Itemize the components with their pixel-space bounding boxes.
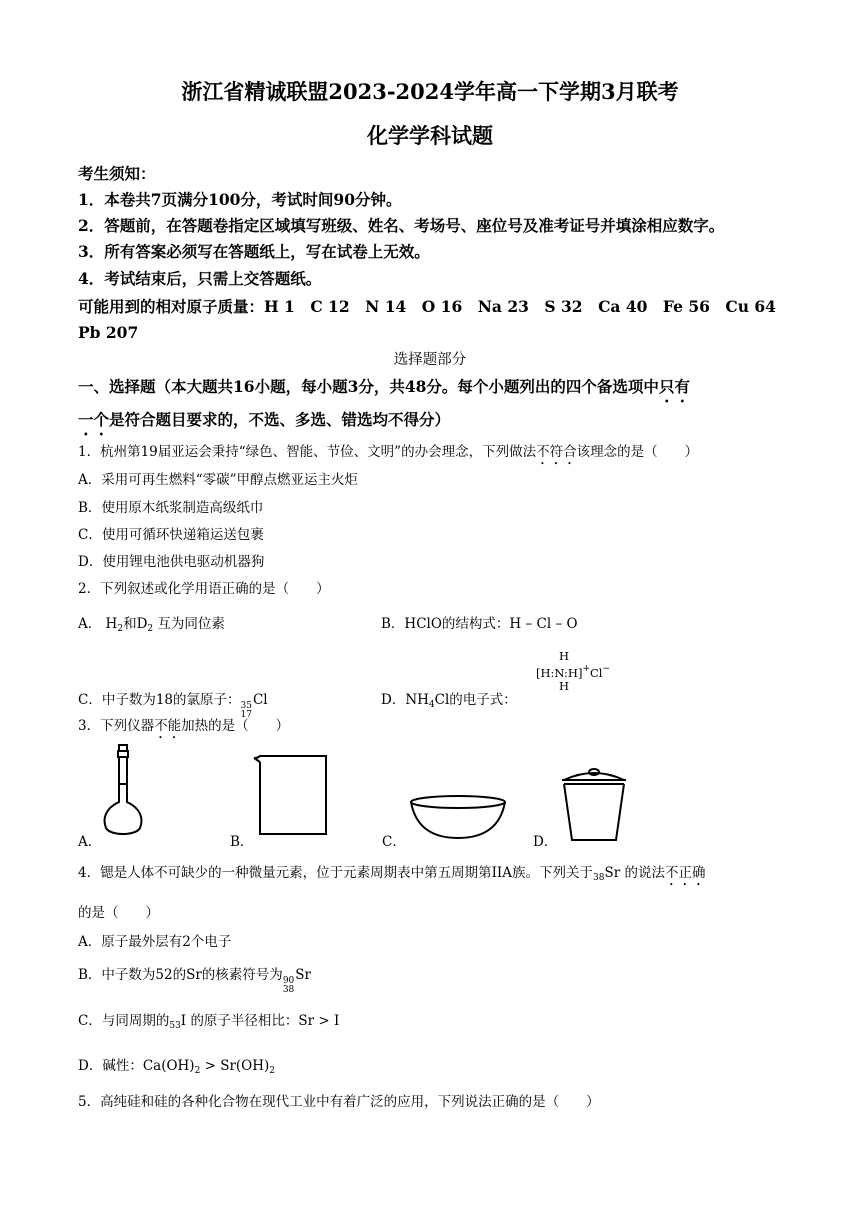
- question-5-stem: 5．高纯硅和硅的各种化合物在现代工业中有着广泛的应用，下列说法正确的是（ ）: [78, 1094, 600, 1110]
- beaker-icon: [252, 754, 334, 836]
- question-4-option-c: C．与同周期的$_{53}$I 的原子半径相比：Sr > I: [78, 1013, 340, 1031]
- question-3-label-b: B．: [230, 834, 254, 850]
- question-4-option-b: B．中子数为52的Sr的核素符号为 90 38 Sr: [78, 967, 311, 995]
- question-2-option-d: D．$NH_4Cl$的电子式：: [381, 692, 517, 710]
- electron-dot-formula: H [H:N:H]+Cl− H: [536, 649, 611, 693]
- question-3-stem: 3．下列仪器不能加热的是（ ）: [78, 718, 290, 734]
- notice-item: 2．答题前，在答题卷指定区域填写班级、姓名、考场号、座位号及准考证号并填涂相应数字。: [78, 216, 725, 235]
- question-1-option-c: C．使用可循环快递箱运送包裹: [78, 527, 264, 543]
- question-4-option-a: A．原子最外层有2个电子: [78, 934, 232, 950]
- question-2-option-a: A． $H_2$和$D_2$ 互为同位素: [78, 616, 225, 634]
- question-3-label-d: D．: [533, 834, 558, 850]
- question-4-stem: 4．锶是人体不可缺少的一种微量元素，位于元素周期表中第五周期第IIA族。下列关于$_{38}$Sr 的说法不正确: [78, 865, 706, 883]
- question-1-option-a: A．采用可再生燃料“零碳”甲醇点燃亚运主火炬: [78, 472, 359, 488]
- question-1-option-b: B．使用原木纸浆制造高级纸巾: [78, 500, 264, 516]
- question-3-label-c: C．: [382, 834, 406, 850]
- exam-title: 浙江省精诚联盟2023-2024学年高一下学期3月联考: [181, 79, 679, 104]
- question-2-stem: 2．下列叙述或化学用语正确的是（ ）: [78, 581, 330, 597]
- question-3-label-a: A．: [78, 834, 102, 850]
- notice-item: 3．所有答案必须写在答题纸上，写在试卷上无效。: [78, 242, 430, 261]
- crucible-icon: [558, 764, 630, 844]
- section-heading-cont: 一个是符合题目要求的，不选、多选、错选均不得分）: [78, 410, 451, 429]
- question-1-option-d: D．使用锂电池供电驱动机器狗: [78, 554, 265, 570]
- question-4-option-d: D．碱性：$Ca(OH)_2 > Sr(OH)_2$: [78, 1058, 276, 1076]
- question-1-stem: 1．杭州第19届亚运会秉持“绿色、智能、节俭、文明”的办会理念，下列做法不符合该理念的是（ ）: [78, 444, 699, 460]
- question-4-stem-cont: 的是（ ）: [78, 905, 159, 921]
- atomic-mass-line-cont: Pb 207: [78, 323, 139, 342]
- section-title: 选择题部分: [393, 352, 467, 368]
- question-2-option-c: C．中子数为18的氯原子： 35 17 Cl: [78, 692, 268, 720]
- question-2-option-b: B．HClO的结构式：H – Cl – O: [381, 616, 578, 632]
- notice-heading: 考生须知：: [78, 164, 156, 183]
- evaporating-dish-icon: [408, 794, 508, 840]
- notice-item: 1．本卷共7页满分100分，考试时间90分钟。: [78, 190, 402, 209]
- notice-item: 4．考试结束后，只需上交答题纸。: [78, 269, 322, 288]
- section-heading: 一、选择题（本大题共16小题，每小题3分，共48分。每个小题列出的四个备选项中只有: [78, 377, 690, 396]
- volumetric-flask-icon: [100, 744, 146, 838]
- exam-subtitle: 化学学科试题: [367, 123, 493, 148]
- atomic-mass-line: 可能用到的相对原子质量：H 1 C 12 N 14 O 16 Na 23 S 32 Ca 40 Fe 56 Cu 64: [78, 297, 776, 316]
